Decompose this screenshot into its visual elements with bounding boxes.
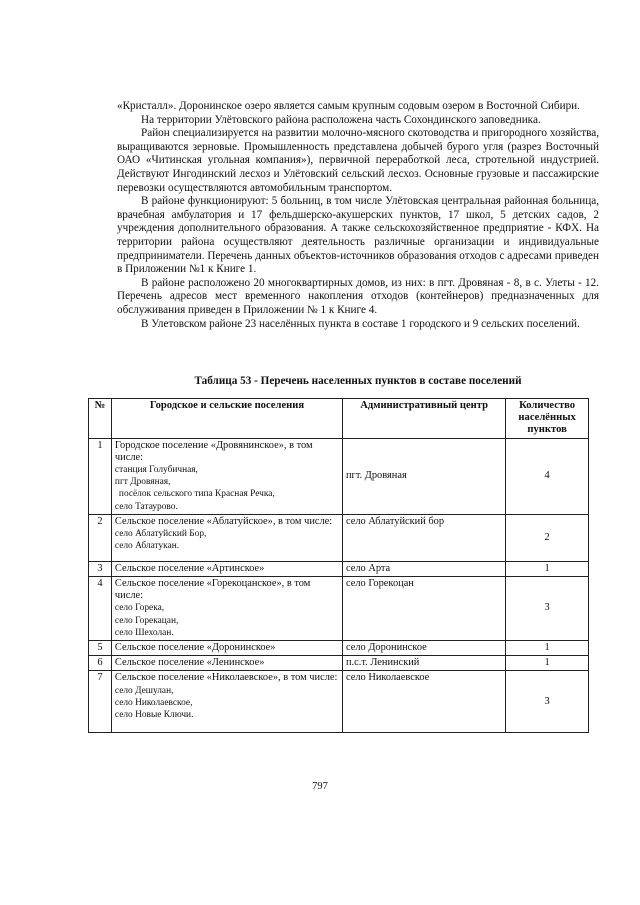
admin-center: село Арта <box>343 561 506 576</box>
settlement-cell <box>111 656 342 671</box>
paragraph: На территории Улётовского района расположена часть Сохондинского заповедника. <box>141 113 541 126</box>
sub-settlement: село Новые Ключи. <box>114 710 194 721</box>
sub-settlement: пгт Дровяная, <box>114 477 171 488</box>
settlement-name: Сельское поселение «Артинское» <box>114 562 265 574</box>
sub-settlement: село Горека, <box>114 603 165 614</box>
settlement-count: 3 <box>506 577 589 641</box>
settlement-name: Городское поселение «Дровянинское», в том числе: <box>114 439 313 463</box>
sub-settlement: посёлок сельского типа Красная Речка, <box>118 489 275 500</box>
settlement-count: 2 <box>506 514 589 561</box>
body-text <box>117 100 599 331</box>
row-number: 5 <box>89 641 112 656</box>
sub-settlement: село Горекацан, <box>114 615 179 626</box>
settlement-cell <box>111 641 342 656</box>
settlement-cell <box>111 561 342 576</box>
table-row <box>89 656 589 671</box>
row-number: 4 <box>89 577 112 641</box>
row-number: 3 <box>89 561 112 576</box>
header-number: № <box>89 399 112 439</box>
settlements-table <box>88 398 589 733</box>
sub-settlement: село Дешулан, <box>114 685 174 696</box>
settlement-count: 1 <box>506 561 589 576</box>
row-number: 7 <box>89 671 112 733</box>
settlement-cell <box>111 438 342 514</box>
settlement-count: 1 <box>506 641 589 656</box>
settlement-name: Сельское поселение «Горекоцанское», в том числе: <box>114 578 311 602</box>
settlement-count: 1 <box>506 656 589 671</box>
settlement-name: Сельское поселение «Николаевское», в том числе: <box>114 672 338 684</box>
admin-center: село Доронинское <box>343 641 506 656</box>
table-row <box>89 671 589 733</box>
table-row <box>89 641 589 656</box>
settlement-cell <box>111 514 342 561</box>
settlement-cell <box>111 577 342 641</box>
settlement-name: Сельское поселение «Доронинское» <box>114 642 276 654</box>
sub-settlement: станция Голубичная, <box>114 465 198 476</box>
paragraph: В районе функционируют: 5 больниц, в том числе Улётовская центральная районная больница, врачебная амбулатория и 17 фельдшерско-акушерских пунктов, 17 школ, 5 детских садов, 2 учреждения дополнительного образования. А также сельскохозяйственное предприятие - КФХ. На территории района осуществляют деятельность различные организации и индивидуальные предприниматели. Перечень данных объектов-источников образования отходов с адресами приведен в Приложении №1 к Книге 1. <box>117 195 599 276</box>
table-header-row <box>89 399 589 439</box>
paragraph: Район специализируется на развитии молочно-мясного скотоводства и пригородного хозяйства, выращиваются зерновые. Промышленность представлена добычей бурого угля (разрез Восточный ОАО «Читинская угольная компания»), первичной переработкой леса, стротельной индустрией. Действуют Ингодинский лесхоз и Улётовский сельский лесхоз. Основные грузовые и пассажирские перевозки осуществляются автомобильным транспортом. <box>117 127 599 194</box>
table-row <box>89 577 589 641</box>
settlement-cell <box>111 671 342 733</box>
paragraph: В районе расположено 20 многоквартирных домов, из них: в пгт. Дровяная - 8, в с. Улеты - 12. Перечень адресов мест временного накопления отходов (контейнеров) предназначенных для обслуживания приведен в Приложении № 1 к Книге 4. <box>117 276 599 316</box>
table-row <box>89 561 589 576</box>
table-caption: Таблица 53 - Перечень населенных пунктов в составе поселений <box>194 375 522 387</box>
row-number: 6 <box>89 656 112 671</box>
admin-center: село Аблатуйский бор <box>343 514 506 561</box>
table-row <box>89 438 589 514</box>
settlement-name: Сельское поселение «Ленинское» <box>114 657 265 669</box>
settlement-count: 3 <box>506 671 589 733</box>
sub-settlement: село Аблатуйский Бор, <box>114 529 207 540</box>
settlement-name: Сельское поселение «Аблатуйское», в том числе: <box>114 515 333 527</box>
page-number: 797 <box>312 781 328 792</box>
admin-center: село Горекоцан <box>343 577 506 641</box>
sub-settlement: село Шехолан. <box>114 627 174 638</box>
sub-settlement: село Николаевское, <box>114 697 193 708</box>
header-count: Количество населённых пунктов <box>506 399 589 439</box>
admin-center: пгт. Дровяная <box>343 438 506 514</box>
admin-center: село Николаевское <box>343 671 506 733</box>
sub-settlement: село Татаурово. <box>114 501 178 512</box>
sub-settlement: село Аблатукан. <box>114 541 180 552</box>
paragraph: «Кристалл». Доронинское озеро является самым крупным содовым озером в Восточной Сибири. <box>117 100 580 112</box>
row-number: 2 <box>89 514 112 561</box>
header-settlements: Городское и сельские поселения <box>111 399 342 439</box>
settlement-count: 4 <box>506 438 589 514</box>
header-admin-center: Административный центр <box>343 399 506 439</box>
table-body <box>89 438 589 733</box>
paragraph: В Улетовском районе 23 населённых пункта в составе 1 городского и 9 сельских поселений. <box>141 317 580 330</box>
table-row <box>89 514 589 561</box>
admin-center: п.с.т. Ленинский <box>343 656 506 671</box>
row-number: 1 <box>89 438 112 514</box>
